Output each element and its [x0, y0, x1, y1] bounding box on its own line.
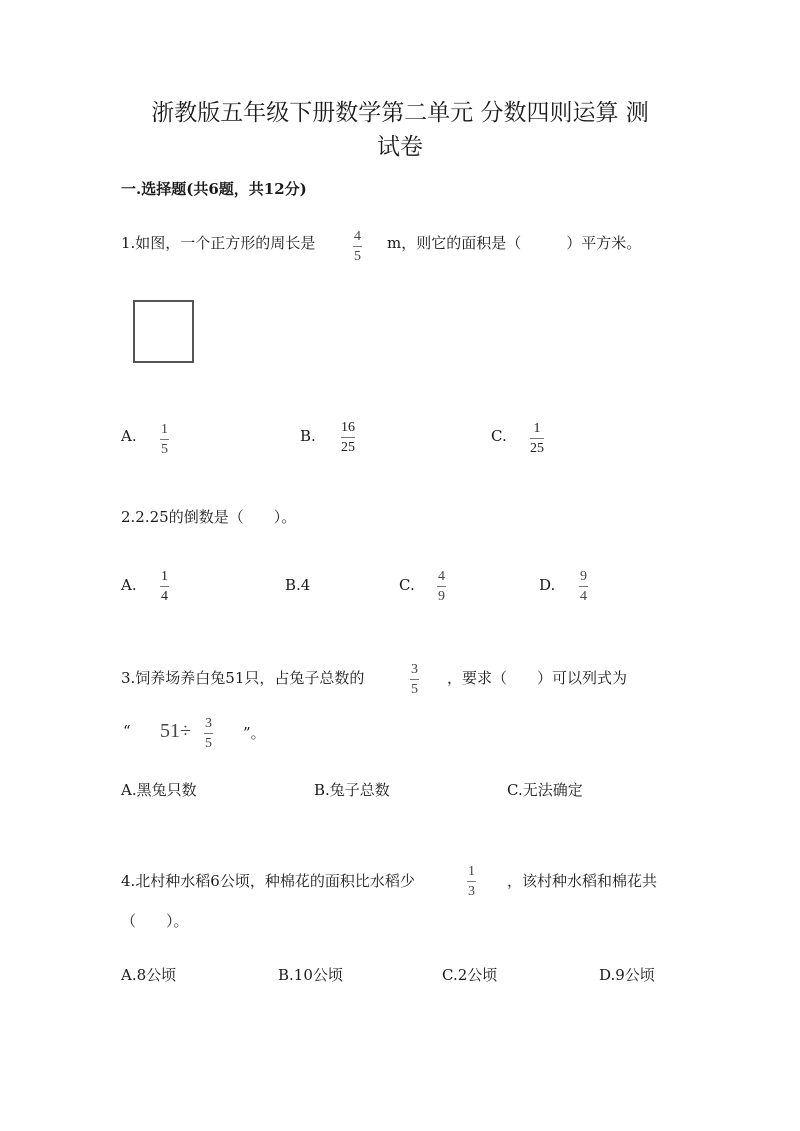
q1-suffix: m，则它的面积是（ ）平方米。	[387, 234, 642, 252]
q2-option-d-fraction	[579, 568, 588, 605]
q2-text: 2.2.25的倒数是（ ）。	[121, 508, 297, 526]
square-figure	[133, 300, 194, 363]
q1-option-a-fraction	[160, 421, 169, 458]
q2-option-a-num: 1	[161, 569, 168, 584]
q2-option-c-fraction	[437, 568, 446, 605]
q1-option-c-label: C.	[491, 427, 507, 445]
fraction-bar	[530, 438, 544, 439]
q4-fraction	[467, 863, 476, 900]
q4-option-d: D.9公顷	[599, 966, 655, 984]
q1-prefix: 1.如图，一个正方形的周长是	[121, 234, 316, 252]
q1-option-c-num: 1	[533, 421, 541, 436]
page-title-line1: 浙教版五年级下册数学第二单元 分数四则运算 测	[151, 100, 649, 126]
page-title-line2: 试卷	[377, 134, 423, 160]
q4-fraction-denominator: 3	[468, 884, 475, 899]
q3-expression-fraction	[204, 715, 213, 752]
q4-prefix: 4.北村种水稻6公顷，种棉花的面积比水稻少	[121, 872, 415, 890]
q2-option-a-label: A.	[121, 576, 137, 594]
q4-suffix: ，该村种水稻和棉花共	[507, 872, 658, 890]
fraction-bar	[353, 246, 362, 247]
fraction-bar	[160, 439, 169, 440]
q2-option-b-label: B.4	[285, 576, 311, 594]
q2-option-d-den: 4	[580, 589, 587, 604]
q4-fraction-numerator: 1	[468, 864, 475, 879]
q1-option-b-label: B.	[300, 427, 316, 445]
q2-option-d-num: 9	[580, 569, 587, 584]
q3-fraction-denominator: 5	[411, 682, 418, 697]
fraction-bar	[410, 679, 419, 680]
q2-option-a-den: 4	[161, 589, 168, 604]
q4-option-b: B.10公顷	[278, 966, 343, 984]
q1-fraction-numerator: 4	[354, 229, 361, 244]
q2-option-d-label: D.	[539, 576, 556, 594]
q3-fraction-numerator: 3	[411, 662, 418, 677]
fraction-bar	[204, 733, 213, 734]
q1-fraction-denominator: 5	[354, 249, 361, 264]
q3-option-b: B.兔子总数	[314, 781, 390, 799]
q4-line2: （ ）。	[121, 912, 189, 930]
q1-option-a-den: 5	[161, 442, 168, 457]
section-heading: 一.选择题(共6题，共12分)	[121, 180, 307, 198]
q3-expression-den: 5	[205, 736, 212, 751]
fraction-bar	[437, 586, 446, 587]
q2-option-a-fraction	[160, 568, 169, 605]
q3-option-a: A.黑兔只数	[121, 781, 197, 799]
fraction-bar	[341, 437, 355, 438]
q3-fraction	[410, 661, 419, 698]
q2-option-c-label: C.	[399, 576, 415, 594]
fraction-bar	[579, 586, 588, 587]
q3-option-c: C.无法确定	[507, 781, 583, 799]
q1-option-c-den: 25	[530, 441, 544, 456]
q1-option-b-num: 16	[341, 420, 355, 435]
q1-option-b-fraction	[341, 419, 355, 456]
q1-option-c-fraction	[530, 420, 544, 457]
q4-option-a: A.8公顷	[121, 966, 177, 984]
q3-expression-num: 3	[205, 716, 212, 731]
q2-option-c-num: 4	[438, 569, 445, 584]
q3-quote-close: ”。	[243, 724, 266, 742]
fraction-bar	[467, 881, 476, 882]
q3-expression-integer: 51÷	[160, 720, 191, 742]
q3-suffix: ，要求（ ）可以列式为	[447, 669, 628, 687]
q3-quote-open: “	[123, 722, 131, 740]
q1-option-a-label: A.	[121, 427, 137, 445]
q1-option-a-num: 1	[161, 422, 168, 437]
q1-option-b-den: 25	[341, 440, 355, 455]
fraction-bar	[160, 586, 169, 587]
q2-option-c-den: 9	[438, 589, 445, 604]
q1-fraction	[353, 228, 362, 265]
q3-prefix: 3.饲养场养白兔51只，占兔子总数的	[121, 669, 365, 687]
q4-option-c: C.2公顷	[442, 966, 498, 984]
